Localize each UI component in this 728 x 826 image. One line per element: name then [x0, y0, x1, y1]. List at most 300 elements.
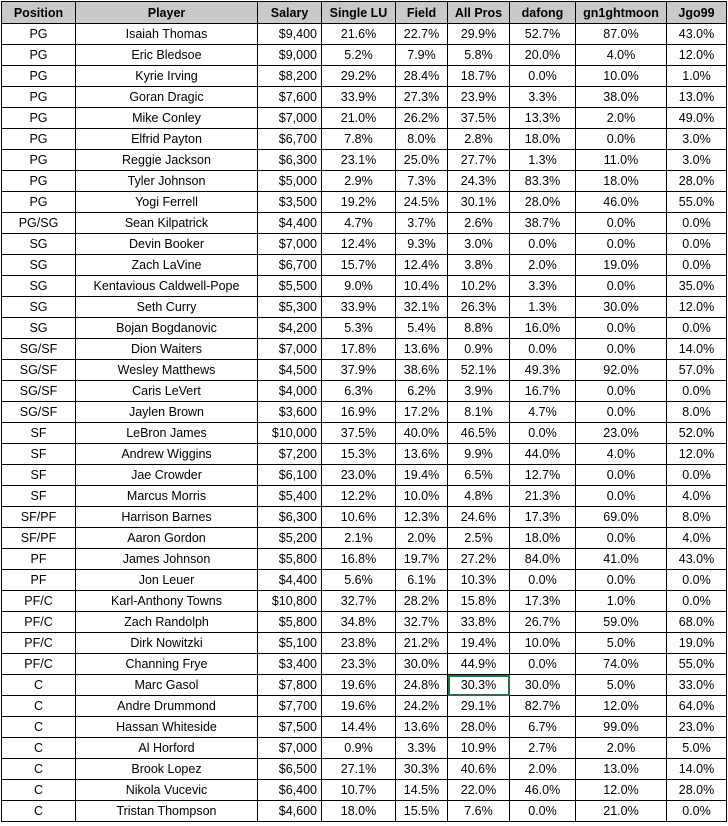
gn1ghtmoon-cell[interactable]: 2.0%: [576, 738, 667, 759]
dafong-cell[interactable]: 2.0%: [510, 255, 576, 276]
header-position[interactable]: Position: [2, 2, 76, 24]
all-pros-cell[interactable]: 33.8%: [448, 612, 510, 633]
dafong-cell[interactable]: 18.0%: [510, 129, 576, 150]
single-lu-cell[interactable]: 2.1%: [322, 528, 396, 549]
player-cell[interactable]: Brook Lopez: [76, 759, 258, 780]
dafong-cell[interactable]: 44.0%: [510, 444, 576, 465]
single-lu-cell[interactable]: 16.9%: [322, 402, 396, 423]
field-cell[interactable]: 28.4%: [396, 66, 448, 87]
salary-cell[interactable]: $5,500: [258, 276, 322, 297]
player-cell[interactable]: Dirk Nowitzki: [76, 633, 258, 654]
salary-cell[interactable]: $5,000: [258, 171, 322, 192]
player-cell[interactable]: Eric Bledsoe: [76, 45, 258, 66]
salary-cell[interactable]: $10,800: [258, 591, 322, 612]
field-cell[interactable]: 30.0%: [396, 654, 448, 675]
jgo99-cell[interactable]: 0.0%: [667, 213, 727, 234]
gn1ghtmoon-cell[interactable]: 0.0%: [576, 528, 667, 549]
dafong-cell[interactable]: 0.0%: [510, 234, 576, 255]
gn1ghtmoon-cell[interactable]: 0.0%: [576, 402, 667, 423]
jgo99-cell[interactable]: 0.0%: [667, 318, 727, 339]
position-cell[interactable]: PG: [2, 192, 76, 213]
player-cell[interactable]: Aaron Gordon: [76, 528, 258, 549]
salary-cell[interactable]: $7,000: [258, 738, 322, 759]
jgo99-cell[interactable]: 43.0%: [667, 24, 727, 45]
all-pros-cell[interactable]: 26.3%: [448, 297, 510, 318]
jgo99-cell[interactable]: 68.0%: [667, 612, 727, 633]
player-cell[interactable]: Karl-Anthony Towns: [76, 591, 258, 612]
position-cell[interactable]: SF/PF: [2, 528, 76, 549]
salary-cell[interactable]: $6,400: [258, 780, 322, 801]
single-lu-cell[interactable]: 4.7%: [322, 213, 396, 234]
gn1ghtmoon-cell[interactable]: 0.0%: [576, 276, 667, 297]
jgo99-cell[interactable]: 12.0%: [667, 45, 727, 66]
all-pros-cell[interactable]: 46.5%: [448, 423, 510, 444]
jgo99-cell[interactable]: 0.0%: [667, 570, 727, 591]
gn1ghtmoon-cell[interactable]: 0.0%: [576, 318, 667, 339]
field-cell[interactable]: 3.7%: [396, 213, 448, 234]
field-cell[interactable]: 24.2%: [396, 696, 448, 717]
field-cell[interactable]: 10.4%: [396, 276, 448, 297]
gn1ghtmoon-cell[interactable]: 0.0%: [576, 129, 667, 150]
single-lu-cell[interactable]: 9.0%: [322, 276, 396, 297]
jgo99-cell[interactable]: 14.0%: [667, 759, 727, 780]
single-lu-cell[interactable]: 15.3%: [322, 444, 396, 465]
player-cell[interactable]: Jae Crowder: [76, 465, 258, 486]
player-cell[interactable]: Marc Gasol: [76, 675, 258, 696]
dafong-cell[interactable]: 0.0%: [510, 423, 576, 444]
dafong-cell[interactable]: 13.3%: [510, 108, 576, 129]
dafong-cell[interactable]: 0.0%: [510, 339, 576, 360]
position-cell[interactable]: PF/C: [2, 654, 76, 675]
single-lu-cell[interactable]: 21.6%: [322, 24, 396, 45]
player-cell[interactable]: Zach Randolph: [76, 612, 258, 633]
player-cell[interactable]: Jon Leuer: [76, 570, 258, 591]
field-cell[interactable]: 40.0%: [396, 423, 448, 444]
all-pros-cell[interactable]: 30.1%: [448, 192, 510, 213]
field-cell[interactable]: 2.0%: [396, 528, 448, 549]
all-pros-cell[interactable]: 5.8%: [448, 45, 510, 66]
all-pros-cell[interactable]: 6.5%: [448, 465, 510, 486]
field-cell[interactable]: 32.1%: [396, 297, 448, 318]
position-cell[interactable]: C: [2, 696, 76, 717]
position-cell[interactable]: SG: [2, 276, 76, 297]
player-cell[interactable]: Kyrie Irving: [76, 66, 258, 87]
position-cell[interactable]: PG: [2, 108, 76, 129]
field-cell[interactable]: 3.3%: [396, 738, 448, 759]
field-cell[interactable]: 13.6%: [396, 717, 448, 738]
salary-cell[interactable]: $5,800: [258, 549, 322, 570]
jgo99-cell[interactable]: 43.0%: [667, 549, 727, 570]
salary-cell[interactable]: $5,100: [258, 633, 322, 654]
gn1ghtmoon-cell[interactable]: 4.0%: [576, 444, 667, 465]
single-lu-cell[interactable]: 32.7%: [322, 591, 396, 612]
position-cell[interactable]: SG: [2, 297, 76, 318]
position-cell[interactable]: SF/PF: [2, 507, 76, 528]
single-lu-cell[interactable]: 19.6%: [322, 675, 396, 696]
single-lu-cell[interactable]: 5.2%: [322, 45, 396, 66]
all-pros-cell[interactable]: 3.9%: [448, 381, 510, 402]
single-lu-cell[interactable]: 2.9%: [322, 171, 396, 192]
all-pros-cell[interactable]: 7.6%: [448, 801, 510, 822]
gn1ghtmoon-cell[interactable]: 18.0%: [576, 171, 667, 192]
gn1ghtmoon-cell[interactable]: 5.0%: [576, 675, 667, 696]
field-cell[interactable]: 6.2%: [396, 381, 448, 402]
dafong-cell[interactable]: 4.7%: [510, 402, 576, 423]
position-cell[interactable]: C: [2, 738, 76, 759]
field-cell[interactable]: 24.5%: [396, 192, 448, 213]
all-pros-cell[interactable]: 37.5%: [448, 108, 510, 129]
salary-cell[interactable]: $9,000: [258, 45, 322, 66]
jgo99-cell[interactable]: 49.0%: [667, 108, 727, 129]
position-cell[interactable]: SG: [2, 318, 76, 339]
salary-cell[interactable]: $3,400: [258, 654, 322, 675]
single-lu-cell[interactable]: 5.6%: [322, 570, 396, 591]
position-cell[interactable]: SG: [2, 234, 76, 255]
player-cell[interactable]: Kentavious Caldwell-Pope: [76, 276, 258, 297]
salary-cell[interactable]: $4,400: [258, 213, 322, 234]
gn1ghtmoon-cell[interactable]: 99.0%: [576, 717, 667, 738]
gn1ghtmoon-cell[interactable]: 87.0%: [576, 24, 667, 45]
position-cell[interactable]: C: [2, 675, 76, 696]
dafong-cell[interactable]: 20.0%: [510, 45, 576, 66]
field-cell[interactable]: 7.3%: [396, 171, 448, 192]
all-pros-cell[interactable]: 30.3%: [448, 675, 510, 696]
field-cell[interactable]: 25.0%: [396, 150, 448, 171]
all-pros-cell[interactable]: 8.8%: [448, 318, 510, 339]
salary-cell[interactable]: $4,600: [258, 801, 322, 822]
jgo99-cell[interactable]: 12.0%: [667, 297, 727, 318]
field-cell[interactable]: 27.3%: [396, 87, 448, 108]
position-cell[interactable]: SG/SF: [2, 402, 76, 423]
jgo99-cell[interactable]: 28.0%: [667, 171, 727, 192]
position-cell[interactable]: PG: [2, 24, 76, 45]
salary-cell[interactable]: $7,600: [258, 87, 322, 108]
single-lu-cell[interactable]: 17.8%: [322, 339, 396, 360]
gn1ghtmoon-cell[interactable]: 0.0%: [576, 234, 667, 255]
dafong-cell[interactable]: 26.7%: [510, 612, 576, 633]
jgo99-cell[interactable]: 52.0%: [667, 423, 727, 444]
position-cell[interactable]: PF: [2, 549, 76, 570]
player-cell[interactable]: Sean Kilpatrick: [76, 213, 258, 234]
single-lu-cell[interactable]: 23.0%: [322, 465, 396, 486]
single-lu-cell[interactable]: 29.2%: [322, 66, 396, 87]
field-cell[interactable]: 9.3%: [396, 234, 448, 255]
position-cell[interactable]: PG: [2, 129, 76, 150]
dafong-cell[interactable]: 0.0%: [510, 66, 576, 87]
gn1ghtmoon-cell[interactable]: 38.0%: [576, 87, 667, 108]
jgo99-cell[interactable]: 3.0%: [667, 129, 727, 150]
player-cell[interactable]: Nikola Vucevic: [76, 780, 258, 801]
single-lu-cell[interactable]: 37.9%: [322, 360, 396, 381]
position-cell[interactable]: PG: [2, 45, 76, 66]
jgo99-cell[interactable]: 0.0%: [667, 591, 727, 612]
position-cell[interactable]: SF: [2, 423, 76, 444]
jgo99-cell[interactable]: 0.0%: [667, 381, 727, 402]
player-cell[interactable]: Andrew Wiggins: [76, 444, 258, 465]
field-cell[interactable]: 28.2%: [396, 591, 448, 612]
jgo99-cell[interactable]: 35.0%: [667, 276, 727, 297]
position-cell[interactable]: SF: [2, 465, 76, 486]
field-cell[interactable]: 13.6%: [396, 339, 448, 360]
all-pros-cell[interactable]: 29.9%: [448, 24, 510, 45]
gn1ghtmoon-cell[interactable]: 59.0%: [576, 612, 667, 633]
player-cell[interactable]: Hassan Whiteside: [76, 717, 258, 738]
field-cell[interactable]: 30.3%: [396, 759, 448, 780]
player-cell[interactable]: James Johnson: [76, 549, 258, 570]
gn1ghtmoon-cell[interactable]: 21.0%: [576, 801, 667, 822]
gn1ghtmoon-cell[interactable]: 46.0%: [576, 192, 667, 213]
salary-cell[interactable]: $6,700: [258, 255, 322, 276]
all-pros-cell[interactable]: 0.9%: [448, 339, 510, 360]
player-cell[interactable]: Andre Drummond: [76, 696, 258, 717]
dafong-cell[interactable]: 49.3%: [510, 360, 576, 381]
salary-cell[interactable]: $5,300: [258, 297, 322, 318]
field-cell[interactable]: 8.0%: [396, 129, 448, 150]
single-lu-cell[interactable]: 6.3%: [322, 381, 396, 402]
salary-cell[interactable]: $4,400: [258, 570, 322, 591]
single-lu-cell[interactable]: 12.2%: [322, 486, 396, 507]
gn1ghtmoon-cell[interactable]: 4.0%: [576, 45, 667, 66]
all-pros-cell[interactable]: 52.1%: [448, 360, 510, 381]
field-cell[interactable]: 21.2%: [396, 633, 448, 654]
gn1ghtmoon-cell[interactable]: 11.0%: [576, 150, 667, 171]
jgo99-cell[interactable]: 13.0%: [667, 87, 727, 108]
gn1ghtmoon-cell[interactable]: 10.0%: [576, 66, 667, 87]
single-lu-cell[interactable]: 21.0%: [322, 108, 396, 129]
gn1ghtmoon-cell[interactable]: 0.0%: [576, 465, 667, 486]
salary-cell[interactable]: $4,000: [258, 381, 322, 402]
dafong-cell[interactable]: 30.0%: [510, 675, 576, 696]
jgo99-cell[interactable]: 28.0%: [667, 780, 727, 801]
jgo99-cell[interactable]: 1.0%: [667, 66, 727, 87]
all-pros-cell[interactable]: 27.7%: [448, 150, 510, 171]
field-cell[interactable]: 14.5%: [396, 780, 448, 801]
single-lu-cell[interactable]: 27.1%: [322, 759, 396, 780]
player-cell[interactable]: Jaylen Brown: [76, 402, 258, 423]
single-lu-cell[interactable]: 16.8%: [322, 549, 396, 570]
single-lu-cell[interactable]: 18.0%: [322, 801, 396, 822]
position-cell[interactable]: PF/C: [2, 612, 76, 633]
dafong-cell[interactable]: 3.3%: [510, 276, 576, 297]
gn1ghtmoon-cell[interactable]: 0.0%: [576, 381, 667, 402]
dafong-cell[interactable]: 1.3%: [510, 297, 576, 318]
position-cell[interactable]: C: [2, 717, 76, 738]
header-field[interactable]: Field: [396, 2, 448, 24]
dafong-cell[interactable]: 46.0%: [510, 780, 576, 801]
field-cell[interactable]: 19.7%: [396, 549, 448, 570]
all-pros-cell[interactable]: 8.1%: [448, 402, 510, 423]
single-lu-cell[interactable]: 19.2%: [322, 192, 396, 213]
salary-cell[interactable]: $7,700: [258, 696, 322, 717]
salary-cell[interactable]: $6,700: [258, 129, 322, 150]
dafong-cell[interactable]: 10.0%: [510, 633, 576, 654]
salary-cell[interactable]: $5,400: [258, 486, 322, 507]
position-cell[interactable]: PF/C: [2, 591, 76, 612]
field-cell[interactable]: 26.2%: [396, 108, 448, 129]
player-cell[interactable]: Bojan Bogdanovic: [76, 318, 258, 339]
player-cell[interactable]: Elfrid Payton: [76, 129, 258, 150]
salary-cell[interactable]: $3,500: [258, 192, 322, 213]
jgo99-cell[interactable]: 23.0%: [667, 717, 727, 738]
jgo99-cell[interactable]: 55.0%: [667, 654, 727, 675]
player-cell[interactable]: Zach LaVine: [76, 255, 258, 276]
salary-cell[interactable]: $3,600: [258, 402, 322, 423]
position-cell[interactable]: SG/SF: [2, 381, 76, 402]
single-lu-cell[interactable]: 19.6%: [322, 696, 396, 717]
salary-cell[interactable]: $8,200: [258, 66, 322, 87]
single-lu-cell[interactable]: 23.1%: [322, 150, 396, 171]
player-cell[interactable]: Al Horford: [76, 738, 258, 759]
position-cell[interactable]: PG: [2, 87, 76, 108]
dafong-cell[interactable]: 0.0%: [510, 570, 576, 591]
position-cell[interactable]: PF: [2, 570, 76, 591]
dafong-cell[interactable]: 38.7%: [510, 213, 576, 234]
gn1ghtmoon-cell[interactable]: 41.0%: [576, 549, 667, 570]
player-cell[interactable]: Marcus Morris: [76, 486, 258, 507]
position-cell[interactable]: SF: [2, 486, 76, 507]
all-pros-cell[interactable]: 2.6%: [448, 213, 510, 234]
position-cell[interactable]: SG/SF: [2, 360, 76, 381]
player-cell[interactable]: Yogi Ferrell: [76, 192, 258, 213]
salary-cell[interactable]: $4,200: [258, 318, 322, 339]
gn1ghtmoon-cell[interactable]: 74.0%: [576, 654, 667, 675]
field-cell[interactable]: 38.6%: [396, 360, 448, 381]
salary-cell[interactable]: $6,300: [258, 150, 322, 171]
all-pros-cell[interactable]: 24.3%: [448, 171, 510, 192]
header-salary[interactable]: Salary: [258, 2, 322, 24]
field-cell[interactable]: 22.7%: [396, 24, 448, 45]
single-lu-cell[interactable]: 34.8%: [322, 612, 396, 633]
dafong-cell[interactable]: 17.3%: [510, 591, 576, 612]
jgo99-cell[interactable]: 14.0%: [667, 339, 727, 360]
salary-cell[interactable]: $7,000: [258, 234, 322, 255]
salary-cell[interactable]: $7,000: [258, 339, 322, 360]
all-pros-cell[interactable]: 40.6%: [448, 759, 510, 780]
player-cell[interactable]: Dion Waiters: [76, 339, 258, 360]
position-cell[interactable]: C: [2, 780, 76, 801]
dafong-cell[interactable]: 18.0%: [510, 528, 576, 549]
field-cell[interactable]: 6.1%: [396, 570, 448, 591]
dafong-cell[interactable]: 0.0%: [510, 654, 576, 675]
gn1ghtmoon-cell[interactable]: 13.0%: [576, 759, 667, 780]
header-all-pros[interactable]: All Pros: [448, 2, 510, 24]
single-lu-cell[interactable]: 12.4%: [322, 234, 396, 255]
all-pros-cell[interactable]: 3.0%: [448, 234, 510, 255]
position-cell[interactable]: PF/C: [2, 633, 76, 654]
jgo99-cell[interactable]: 0.0%: [667, 801, 727, 822]
dafong-cell[interactable]: 16.7%: [510, 381, 576, 402]
gn1ghtmoon-cell[interactable]: 0.0%: [576, 486, 667, 507]
dafong-cell[interactable]: 84.0%: [510, 549, 576, 570]
position-cell[interactable]: C: [2, 759, 76, 780]
single-lu-cell[interactable]: 10.7%: [322, 780, 396, 801]
player-cell[interactable]: Wesley Matthews: [76, 360, 258, 381]
all-pros-cell[interactable]: 10.9%: [448, 738, 510, 759]
salary-cell[interactable]: $5,800: [258, 612, 322, 633]
gn1ghtmoon-cell[interactable]: 12.0%: [576, 780, 667, 801]
jgo99-cell[interactable]: 4.0%: [667, 528, 727, 549]
all-pros-cell[interactable]: 4.8%: [448, 486, 510, 507]
salary-cell[interactable]: $6,300: [258, 507, 322, 528]
field-cell[interactable]: 10.0%: [396, 486, 448, 507]
player-cell[interactable]: Caris LeVert: [76, 381, 258, 402]
all-pros-cell[interactable]: 27.2%: [448, 549, 510, 570]
jgo99-cell[interactable]: 19.0%: [667, 633, 727, 654]
position-cell[interactable]: SG/SF: [2, 339, 76, 360]
player-cell[interactable]: Reggie Jackson: [76, 150, 258, 171]
dafong-cell[interactable]: 2.0%: [510, 759, 576, 780]
single-lu-cell[interactable]: 0.9%: [322, 738, 396, 759]
salary-cell[interactable]: $7,200: [258, 444, 322, 465]
single-lu-cell[interactable]: 15.7%: [322, 255, 396, 276]
header-player[interactable]: Player: [76, 2, 258, 24]
jgo99-cell[interactable]: 8.0%: [667, 402, 727, 423]
header-single-lu[interactable]: Single LU: [322, 2, 396, 24]
salary-cell[interactable]: $7,500: [258, 717, 322, 738]
single-lu-cell[interactable]: 33.9%: [322, 297, 396, 318]
dafong-cell[interactable]: 1.3%: [510, 150, 576, 171]
all-pros-cell[interactable]: 29.1%: [448, 696, 510, 717]
field-cell[interactable]: 5.4%: [396, 318, 448, 339]
all-pros-cell[interactable]: 15.8%: [448, 591, 510, 612]
jgo99-cell[interactable]: 64.0%: [667, 696, 727, 717]
single-lu-cell[interactable]: 10.6%: [322, 507, 396, 528]
position-cell[interactable]: PG: [2, 66, 76, 87]
player-cell[interactable]: Isaiah Thomas: [76, 24, 258, 45]
field-cell[interactable]: 7.9%: [396, 45, 448, 66]
header-dafong[interactable]: dafong: [510, 2, 576, 24]
gn1ghtmoon-cell[interactable]: 1.0%: [576, 591, 667, 612]
salary-cell[interactable]: $4,500: [258, 360, 322, 381]
dafong-cell[interactable]: 6.7%: [510, 717, 576, 738]
single-lu-cell[interactable]: 5.3%: [322, 318, 396, 339]
gn1ghtmoon-cell[interactable]: 0.0%: [576, 213, 667, 234]
dafong-cell[interactable]: 28.0%: [510, 192, 576, 213]
dafong-cell[interactable]: 82.7%: [510, 696, 576, 717]
jgo99-cell[interactable]: 0.0%: [667, 465, 727, 486]
dafong-cell[interactable]: 52.7%: [510, 24, 576, 45]
single-lu-cell[interactable]: 33.9%: [322, 87, 396, 108]
position-cell[interactable]: PG: [2, 171, 76, 192]
dafong-cell[interactable]: 17.3%: [510, 507, 576, 528]
header-gn1ghtmoon[interactable]: gn1ghtmoon: [576, 2, 667, 24]
field-cell[interactable]: 12.3%: [396, 507, 448, 528]
jgo99-cell[interactable]: 3.0%: [667, 150, 727, 171]
field-cell[interactable]: 17.2%: [396, 402, 448, 423]
gn1ghtmoon-cell[interactable]: 12.0%: [576, 696, 667, 717]
gn1ghtmoon-cell[interactable]: 19.0%: [576, 255, 667, 276]
salary-cell[interactable]: $10,000: [258, 423, 322, 444]
player-cell[interactable]: Devin Booker: [76, 234, 258, 255]
position-cell[interactable]: SF: [2, 444, 76, 465]
dafong-cell[interactable]: 12.7%: [510, 465, 576, 486]
player-cell[interactable]: Channing Frye: [76, 654, 258, 675]
all-pros-cell[interactable]: 3.8%: [448, 255, 510, 276]
field-cell[interactable]: 12.4%: [396, 255, 448, 276]
salary-cell[interactable]: $7,800: [258, 675, 322, 696]
jgo99-cell[interactable]: 57.0%: [667, 360, 727, 381]
dafong-cell[interactable]: 3.3%: [510, 87, 576, 108]
dafong-cell[interactable]: 16.0%: [510, 318, 576, 339]
field-cell[interactable]: 19.4%: [396, 465, 448, 486]
player-cell[interactable]: Goran Dragic: [76, 87, 258, 108]
gn1ghtmoon-cell[interactable]: 69.0%: [576, 507, 667, 528]
jgo99-cell[interactable]: 4.0%: [667, 486, 727, 507]
gn1ghtmoon-cell[interactable]: 0.0%: [576, 570, 667, 591]
all-pros-cell[interactable]: 10.3%: [448, 570, 510, 591]
field-cell[interactable]: 32.7%: [396, 612, 448, 633]
player-cell[interactable]: Harrison Barnes: [76, 507, 258, 528]
